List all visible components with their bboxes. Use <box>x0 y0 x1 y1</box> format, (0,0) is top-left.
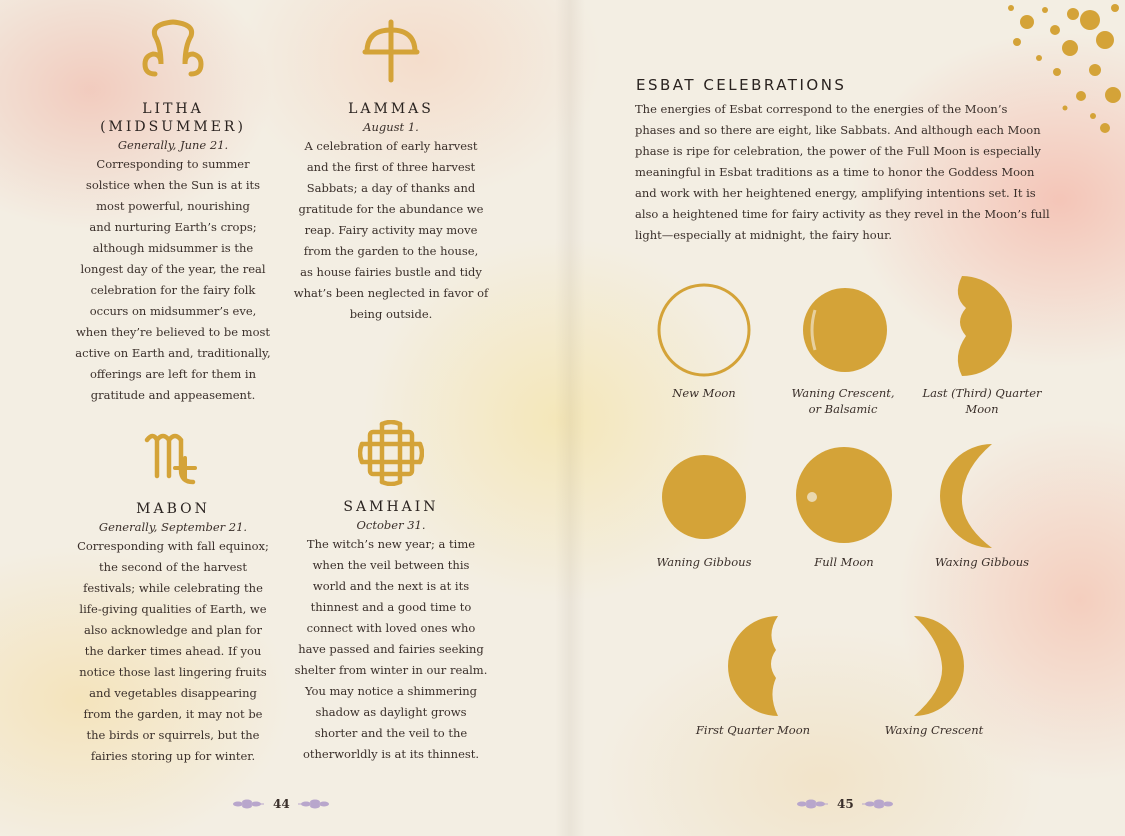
lavender-sprig-icon <box>796 798 830 810</box>
samhain-knot-icon <box>358 420 424 486</box>
mabon-title: MABON <box>136 501 210 517</box>
leo-glyph-icon <box>141 16 205 86</box>
lammas-body: A celebration of early harvest and the first of three harvest Sabbats; a day of thanks and gratitude for the abundance we reap. Fairy activity may move from the garden to the house, as house fairies bustle and tidy what’s been neglected in favor of being outside. <box>293 139 489 321</box>
book-gutter <box>555 0 585 836</box>
moon-label-new: New Moon <box>672 386 736 400</box>
moon-phase-icon <box>900 612 970 722</box>
samhain-date: October 31. <box>356 518 426 532</box>
esbat-heading: ESBAT CELEBRATIONS <box>636 76 847 94</box>
samhain-title: SAMHAIN <box>343 499 439 515</box>
samhain-section <box>288 420 494 765</box>
litha-section <box>70 16 276 406</box>
litha-title: LITHA (MIDSUMMER) <box>100 101 246 135</box>
moon-label-first-quarter: First Quarter Moon <box>695 723 811 737</box>
moon-phase-icon <box>932 440 1032 550</box>
moon-label-waxing-crescent: Waxing Crescent <box>884 723 984 737</box>
moon-label-waning-gibbous: Waning Gibbous <box>656 555 752 569</box>
moon-phase-icon <box>794 445 894 545</box>
mabon-body: Corresponding with fall equinox; the second of the harvest festivals; while celebrating the life-giving qualities of Earth, we also acknowledge and plan for the darker times ahead. If you notice those last lingering fruits and vegetables disappearing from the garden, it may not be the birds or squirrels, but the fairies storing up for winter. <box>77 539 269 763</box>
lammas-title: LAMMAS <box>348 101 434 117</box>
esbat-body: The energies of Esbat correspond to the energies of the Moon’s phases and so there are eight, like Sabbats. And although each Moon phase is ripe for celebration, the power of the Full Moon is especially meaningful in Esbat traditions as a time to honor the Goddess Moon and work with her heightened energy, amplifying intentions set. It is also a heightened time for fairy activity as they revel in the Moon’s full light—especially at midnight, the fairy hour. <box>635 102 1050 242</box>
lavender-sprig-icon <box>232 798 266 810</box>
lammas-glyph-icon <box>359 16 423 86</box>
mabon-section <box>70 426 276 767</box>
mabon-date: Generally, September 21. <box>98 520 248 534</box>
lavender-sprig-icon <box>296 798 330 810</box>
moon-phase-icon <box>795 280 895 380</box>
moon-phase-icon <box>654 445 754 545</box>
page-number-right: 45 <box>837 797 854 811</box>
page-number-left: 44 <box>273 797 290 811</box>
moon-label-waxing-gibbous: Waxing Gibbous <box>934 555 1030 569</box>
moon-phase-icon <box>654 280 754 380</box>
moon-label-waning-crescent: Waning Crescent, or Balsamic <box>791 386 895 416</box>
litha-body: Corresponding to summer solstice when the Sun is at its most powerful, nourishing and nurturing Earth’s crops; although midsummer is the longest day of the year, the real celebration for the fairy folk occurs on midsummer’s eve, when they’re believed to be most active on Earth and, traditionally, offerings are left for them in gratitude and appeasement. <box>75 157 271 402</box>
moon-phase-icon <box>722 612 812 722</box>
samhain-body: The witch’s new year; a time when the veil between this world and the next is at its thinnest and a good time to connect with loved ones who have passed and fairies seeking shelter from winter in our realm. You may notice a shimmering shadow as daylight grows shorter and the veil to the otherworldly is at its thinnest. <box>294 537 488 761</box>
litha-date: Generally, June 21. <box>117 138 229 152</box>
moon-label-full: Full Moon <box>814 555 874 569</box>
moon-label-last-quarter: Last (Third) Quarter Moon <box>922 386 1042 416</box>
lavender-sprig-icon <box>860 798 894 810</box>
moon-phase-icon <box>932 272 1032 382</box>
lammas-section <box>288 16 494 325</box>
virgo-glyph-icon <box>141 426 205 488</box>
lammas-date: August 1. <box>363 120 419 134</box>
